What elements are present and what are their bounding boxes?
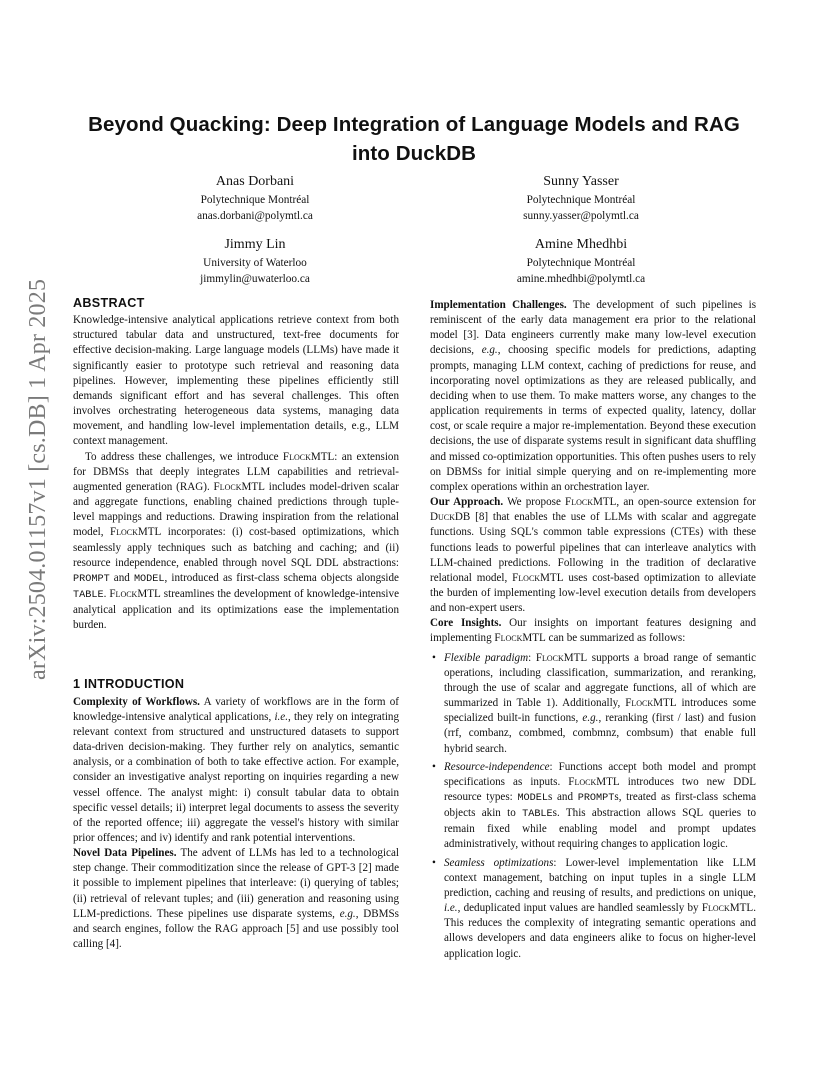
author-affiliation: Polytechnique Montréal	[200, 194, 310, 206]
system-name: FlockMTL	[213, 480, 265, 493]
code-term: MODEL	[133, 573, 165, 585]
author-name: Amine Mhedhbi	[534, 237, 628, 252]
system-name: FlockMTL	[494, 632, 546, 645]
abstract-paragraph: Knowledge-intensive analytical applications retrieve context from both structured tabular data and unstructured, text-free documents for effective decision-making. Large language models (LLMs) have made it significantly easier to prototype such retrieval and reasoning data pipelines. However, implementing these pipelines efficiently still demands significant effort and has several challenges. This often involves orchestrating heterogeneous data systems, managing data movement, and handling low-level implementation details, e.g., LLM context management.	[73, 314, 399, 448]
author-email: anas.dorbani@polymtl.ca	[197, 210, 313, 222]
left-column	[73, 296, 399, 952]
list-item: • Resource-independence: Functions accept both model and prompt specifications as inputs. FlockMTL introduces two new DDL resource types: MODELs and PROMPTs, treated as first-class schema objects akin to TABLEs. This abstraction allows SQL queries to remain fixed while enabling model and prompt updates administratively, without requiring changes to application logic.	[430, 760, 756, 853]
body-paragraph: Implementation Challenges. The development of such pipelines is reminiscent of the early data management era prior to the relational model [3]. Data engineers currently make many low-level execution decisions, e.g., choosing specific models for predictions, adapting prompts, managing LLM context, caching of predictions for reuse, and incorporating novel optimizations as they are released publically, and deciding when to use them. To make matters worse, any changes to the application requirements in terms of expected quality, latency, dollar cost, or scale require a major re-implementation. Beyond these execution decisions, the use of disparate systems result in significant data shuffling and missed co-optimization opportunities. This often pushes users to rely on DBMSs for initial simple querying and on re-implementing more complex operations within an orchestration layer.	[430, 299, 757, 493]
right-column	[430, 298, 756, 965]
author-block	[461, 235, 701, 287]
body-paragraph: Our Approach. We propose FlockMTL, an open-source extension for DuckDB [8] that enables the use of LLMs with scalar and aggregate functions. Using SQL's common table expressions (CTEs) with these functions leads to powerful pipelines that can interleave analytics with LLM-chained predictions. Following in the tradition of declarative relational model, FlockMTL uses cost-based optimization to alleviate the burden of implementing low-level execution details from developers and non-expert users.	[430, 496, 756, 615]
author-affiliation: Polytechnique Montréal	[526, 257, 636, 269]
paragraph-heading: Implementation Challenges.	[430, 299, 567, 311]
system-name: FlockMTL	[565, 496, 617, 509]
body-paragraph: Novel Data Pipelines. The advent of LLMs has led to a technological step change. Their commoditization since the release of GPT-3 [2] made it possible to implement pipelines that interleave: (i) querying of tables; (ii) retrieval of relevant tuples; and (iii) generation and reasoning using LLM-predictions. These pipelines use disparate systems, e.g., DBMSs and search engines, follow the RAG approach [5] and use possibly tool calling [4].	[73, 847, 399, 951]
insights-list	[430, 651, 756, 962]
author-email: amine.mhedhbi@polymtl.ca	[516, 273, 646, 285]
system-name: FlockMTL	[512, 571, 564, 584]
abstract-heading: ABSTRACT	[73, 296, 145, 310]
code-term: TABLE	[73, 589, 104, 601]
body-paragraph: Core Insights. Our insights on important features designing and implementing FlockMTL can be summarized as follows:	[430, 617, 757, 645]
arxiv-identifier: arXiv:2504.01157v1 [cs.DB] 1 Apr 2025	[25, 278, 51, 680]
system-name: FlockMTL	[109, 587, 161, 600]
list-item: • Seamless optimizations: Lower-level implementation like LLM context management, batching on input tuples in a single LLM prediction, caching and reusing of results, and predictions on unique, i.e., deduplicated input values are handled seamlessly by FlockMTL. This reduces the complexity of integrating semantic operations and allows developers and data engineers alike to focus on higher-level application logic.	[430, 856, 756, 962]
author-affiliation: Polytechnique Montréal	[526, 194, 636, 206]
body-paragraph: Complexity of Workflows. A variety of workflows are in the form of knowledge-intensive analytical applications, i.e., they rely on integrating relevant context from structured and unstructured datasets to support data-driven decision-making. They further rely on analytics, semantic analysis, or a combination of both to take effective action. For example, consider an investigative analyst reporting on inquiries regarding a new vessel offence. The analyst might: i) consult tabular data to obtain specific vessel details; ii) interpret legal documents to assess the severity of the reported offence; iii) aggregate the vessel's history with similar prior offences; and iv) identify and rank potential interventions.	[73, 695, 399, 844]
author-block	[461, 172, 701, 224]
author-name: Sunny Yasser	[543, 174, 619, 189]
code-term: PROMPT	[73, 573, 110, 585]
author-name: Anas Dorbani	[215, 174, 295, 189]
list-item: • Flexible paradigm: FlockMTL supports a broad range of semantic operations, including classification, summarization, and reranking, through the use of scalar and aggregate functions, all of which are summarized in Table 1). Additionally, FlockMTL introduces some specialized built-in functions, e.g., reranking (first / last) and fusion (rrf, combanz, combmed, combmnz, combsum) that enable full hybrid search.	[430, 651, 756, 757]
paragraph-heading: Novel Data Pipelines.	[73, 847, 177, 860]
system-name: FlockMTL	[109, 526, 162, 539]
author-block	[135, 172, 375, 224]
author-email: jimmylin@uwaterloo.ca	[200, 273, 310, 285]
paragraph-heading: Our Approach.	[430, 496, 504, 509]
system-name: FlockMTL	[282, 450, 335, 463]
abstract-paragraph: To address these challenges, we introduce FlockMTL: an extension for DBMSs that deeply integrates LLM capabilities and retrieval-augmented generation (RAG). FlockMTL includes model-driven scalar and aggregate functions, enabling chained predictions through tuple-level mappings and reductions. Drawing inspiration from the relational model, FlockMTL incorporates: (i) cost-based optimizations, which seamlessly apply techniques such as batching and caching; and (ii) resource independence, enabled through novel SQL DDL abstractions: PROMPT and MODEL, introduced as first-class schema objects alongside TABLE. FlockMTL streamlines the development of knowledge-intensive analytical application and its optimizations ease the implementation burden.	[73, 450, 399, 632]
paragraph-heading: Core Insights.	[430, 617, 502, 630]
introduction-heading: 1 INTRODUCTION	[73, 677, 185, 692]
author-email: sunny.yasser@polymtl.ca	[523, 210, 639, 222]
author-block	[135, 235, 375, 287]
paragraph-heading: Complexity of Workflows.	[73, 695, 200, 708]
author-affiliation: University of Waterloo	[203, 257, 307, 269]
author-name: Jimmy Lin	[224, 237, 286, 252]
paper-title: Beyond Quacking: Deep Integration of Language Models and RAG into DuckDB	[88, 113, 740, 165]
system-name: DuckDB	[430, 511, 471, 524]
